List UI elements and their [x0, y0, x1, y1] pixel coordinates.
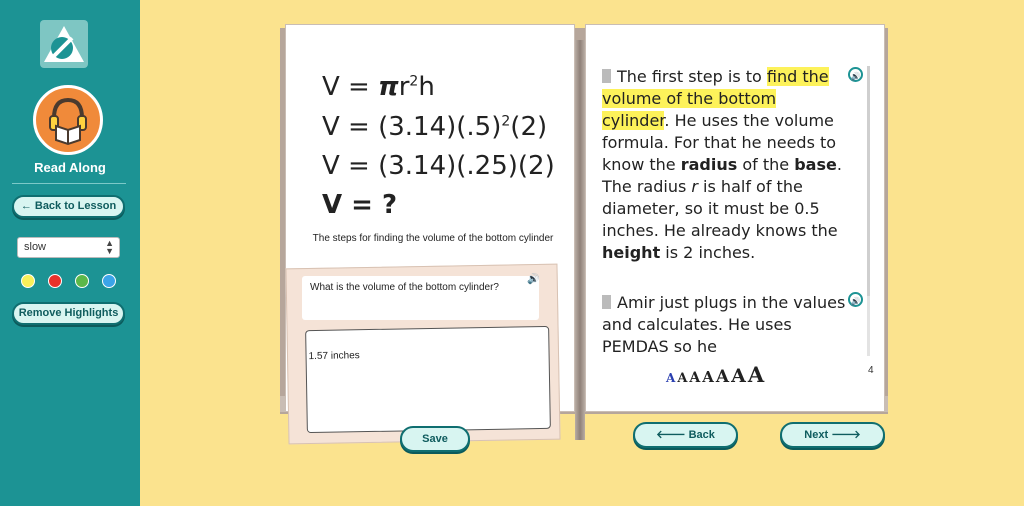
font-size-3[interactable]: A	[689, 370, 701, 386]
formula-line-4: V = ?	[322, 190, 398, 220]
question-text: What is the volume of the bottom cylinder?	[310, 282, 499, 293]
font-size-options	[666, 362, 766, 387]
font-size-1[interactable]: A	[666, 371, 676, 385]
font-size-6[interactable]: A	[731, 365, 746, 387]
save-button[interactable]: Save	[400, 426, 470, 452]
highlight-green-swatch[interactable]	[75, 274, 89, 288]
paragraph-1-speaker-icon[interactable]: 🔊	[848, 67, 863, 82]
back-button[interactable]: 🡐 Back	[633, 422, 738, 448]
speed-select[interactable]	[17, 237, 120, 258]
font-size-7[interactable]: A	[747, 362, 765, 387]
read-along-icon	[33, 85, 103, 155]
font-size-5[interactable]: A	[715, 367, 730, 387]
font-size-4[interactable]: A	[702, 368, 714, 386]
highlight-yellow-swatch[interactable]	[21, 274, 35, 288]
back-to-lesson-button[interactable]: ← Back to Lesson	[12, 195, 125, 218]
next-button[interactable]: Next 🡒	[780, 422, 885, 448]
paragraph-1: The first step is to find the volume of the bottom cylinder. He uses the volume formula. For that he needs to know the radius of the base. The radius r is half of the diameter, so it must be 0.5 inches. He already knows the height is 2 inches.	[602, 67, 842, 262]
formula-line-1: $V = \pi r^2h$	[322, 72, 435, 102]
figure-caption: The steps for finding the volume of the bottom cylinder	[312, 233, 554, 244]
speed-select-value: slow	[24, 241, 47, 253]
select-arrows-icon: ▲ ▼	[105, 238, 114, 256]
paragraph-marker	[602, 295, 611, 309]
paragraph-2-speaker-icon[interactable]: 🔊	[848, 292, 863, 307]
paragraph-marker	[602, 69, 611, 83]
app-logo-icon[interactable]	[40, 20, 88, 68]
question-speaker-icon[interactable]: 🔊	[527, 274, 540, 285]
font-size-2[interactable]: A	[677, 371, 688, 386]
book-spine	[575, 40, 585, 440]
remove-highlights-button[interactable]: Remove Highlights	[12, 302, 125, 325]
answer-textarea[interactable]	[305, 326, 551, 433]
sidebar	[0, 0, 140, 506]
highlight-blue-swatch[interactable]	[102, 274, 116, 288]
formula-line-2: $V = (3.14)(.5)^2(2)$	[322, 112, 548, 142]
paragraph-2: Amir just plugs in the values and calculates. He uses PEMDAS so he	[602, 293, 846, 356]
sidebar-title: Read Along	[34, 160, 106, 175]
formula-line-3: V = (3.14)(.25)(2)	[322, 151, 555, 181]
sidebar-divider	[12, 183, 126, 184]
answer-text: 1.57 inches	[308, 350, 360, 363]
highlighted-text: find the volume of the bottom cylinder	[602, 67, 829, 130]
page-number: 4	[868, 365, 874, 376]
scrollbar-thumb[interactable]	[867, 66, 870, 296]
highlight-red-swatch[interactable]	[48, 274, 62, 288]
